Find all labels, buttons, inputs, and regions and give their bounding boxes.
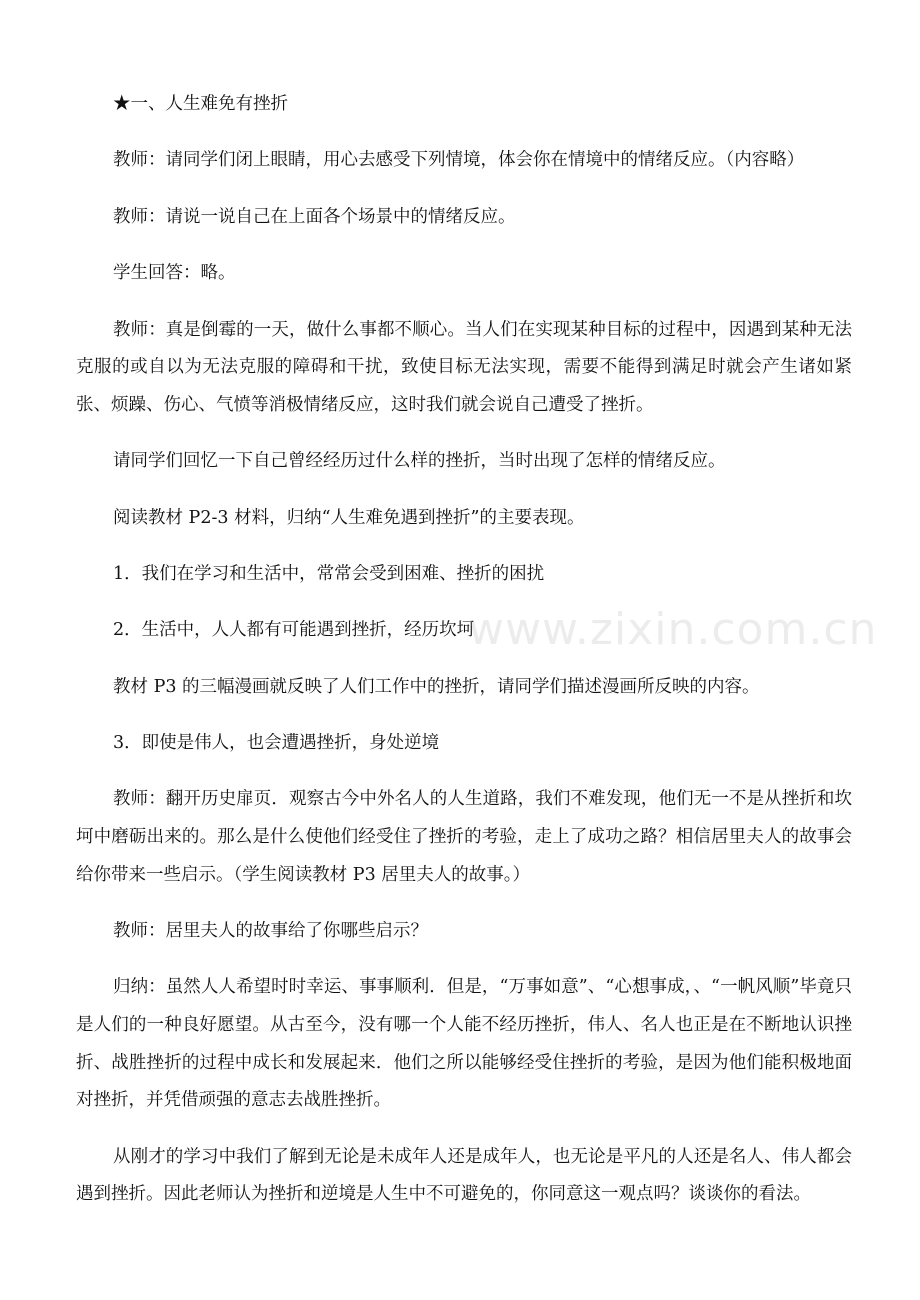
paragraph-reading-task: 阅读教材 P2-3 材料，归纳“人生难免遇到挫折”的主要表现。 — [113, 507, 585, 528]
paragraph-recall-prompt: 请同学们回忆一下自己曾经经历过什么样的挫折，当时出现了怎样的情绪反应。 — [113, 451, 726, 472]
paragraph-teacher-instruction-2: 教师：请说一说自己在上面各个场景中的情绪反应。 — [113, 206, 516, 227]
list-item-2: 2．生活中，人人都有可能遇到挫折，经历坎坷 — [113, 620, 475, 641]
paragraph-student-answer: 学生回答：略。 — [113, 263, 236, 284]
paragraph-comic-task: 教材 P3 的三幅漫画就反映了人们工作中的挫折，请同学们描述漫画所反映的内容。 — [113, 676, 760, 697]
paragraph-teacher-instruction-1: 教师：请同学们闭上眼睛，用心去感受下列情境，体会你在情境中的情绪反应。（内容略） — [113, 150, 805, 171]
section-heading: ★一、人生难免有挫折 — [113, 94, 288, 114]
list-item-1: 1．我们在学习和生活中，常常会受到困难、挫折的困扰 — [113, 563, 545, 584]
paragraph-curie-question: 教师：居里夫人的故事给了你哪些启示？ — [113, 921, 428, 942]
paragraph-conclusion: 从刚才的学习中我们了解到无论是未成年人还是成年人，也无论是平凡的人还是名人、伟人都会遇到挫折。因此老师认为挫折和逆境是人生中不可避免的，你同意这一观点吗？谈谈你的看法。 — [76, 1146, 852, 1205]
list-item-3: 3．即使是伟人，也会遭遇挫折，身处逆境 — [113, 733, 440, 754]
paragraph-history-discussion: 教师：翻开历史扉页．观察古今中外名人的人生道路，我们不难发现，他们无一不是从挫折和坎坷中磨砺出来的。那么是什么使他们经受住了挫折的考验，走上了成功之路？相信居里夫人的故事会给你带来一些启示。（学生阅读教材 P3 居里夫人的故事。） — [76, 789, 852, 885]
document-body — [76, 86, 852, 1233]
watermark: www.zixin.com.cn — [468, 604, 878, 655]
paragraph-summary: 归纳：虽然人人希望时时幸运、事事顺利．但是，“万事如意”、“心想事成，、“一帆风顺”毕竟只是人们的一种良好愿望。从古至今，没有哪一个人能不经历挫折，伟人、名人也正是在不断地认识挫折、战胜挫折的过程中成长和发展起来．他们之所以能够经受住挫折的考验，是因为他们能积极地面对挫折，并凭借顽强的意志去战胜挫折。 — [76, 977, 852, 1111]
paragraph-teacher-explanation: 教师：真是倒霉的一天，做什么事都不顺心。当人们在实现某种目标的过程中，因遇到某种无法克服的或自以为无法克服的障碍和干扰，致使目标无法实现，需要不能得到满足时就会产生诸如紧张、烦躁、伤心、气愤等消极情绪反应，这时我们就会说自己遭受了挫折。 — [76, 319, 852, 415]
